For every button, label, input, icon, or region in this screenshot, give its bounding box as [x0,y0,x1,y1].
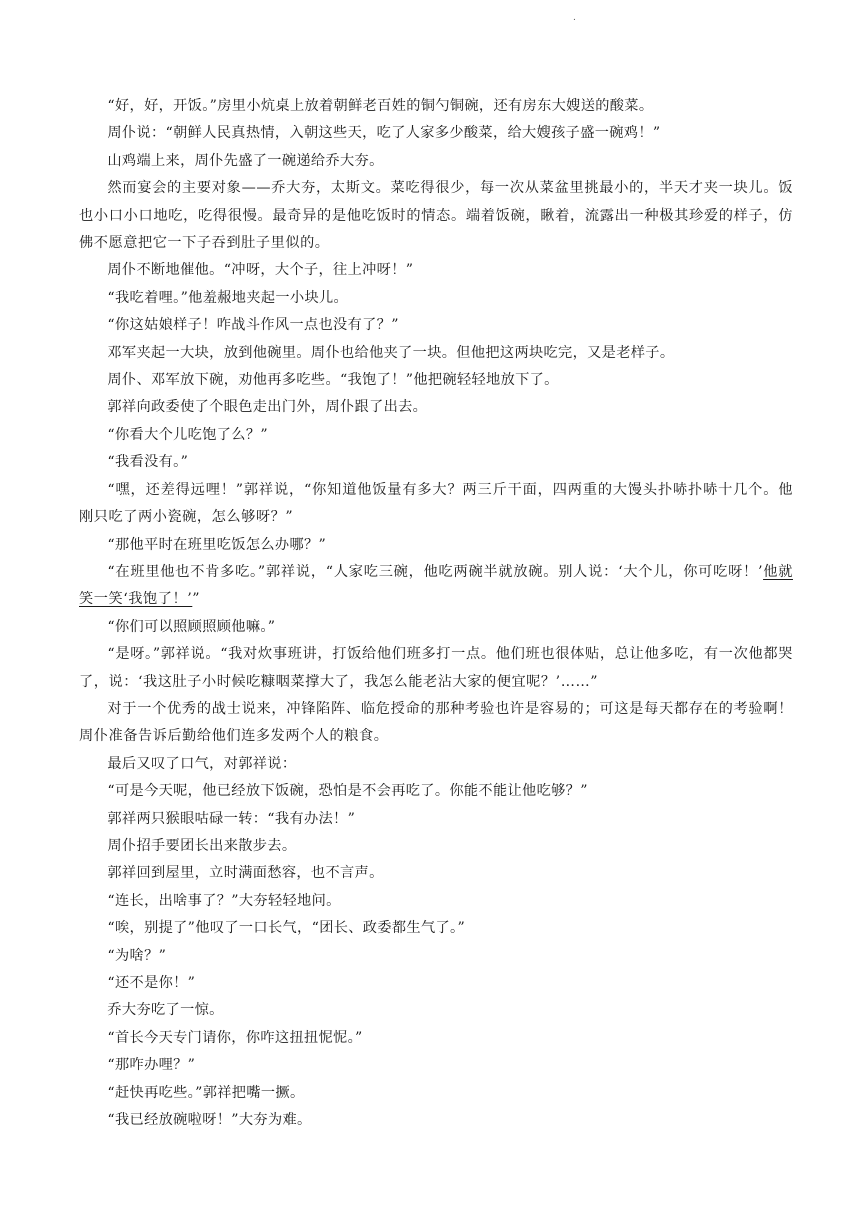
header-mark: . [573,13,576,23]
paragraph: “为啥？” [107,947,167,964]
paragraph: 周仆、邓军放下碗，劝他再多吃些。“我饱了！”他把碗轻轻地放下了。 [107,372,559,389]
paragraph: “我看没有。” [107,454,189,471]
paragraph-text: “在班里他也不肯多吃。”郭祥说，“人家吃三碗，他吃两碗半就放碗。别人说：‘大个儿，你可吃呀！’ [107,563,764,580]
paragraph: “那他平时在班里吃饭怎么办哪？” [107,536,327,553]
paragraph-text: ” [192,591,201,608]
paragraph: 乔大夯吃了一惊。 [107,1002,224,1019]
paragraph: “首长今天专门请你，你咋这扭扭怩怩。” [107,1029,363,1046]
paragraph: 郭祥两只猴眼咕碌一转：“我有办法！” [107,810,356,827]
paragraph: 邓军夹起一大块，放到他碗里。周仆也给他夹了一块。但他把这两块吃完，又是老样子。 [107,344,675,361]
paragraph: “还不是你！” [107,975,196,991]
paragraph: “你看大个儿吃饱了么？” [107,426,268,443]
paragraph: “我吃着哩。”他羞赧地夹起一小块儿。 [107,289,349,306]
paragraph: 山鸡端上来，周仆先盛了一碗递给乔大夯。 [107,152,384,169]
paragraph: “可是今天呢，他已经放下饭碗，恐怕是不会再吃了。你能不能让他吃够？” [107,783,588,800]
paragraph: “是呀。”郭祥说。“我对炊事班讲，打饭给他们班多打一点。他们班也很体贴，总让他多吃，有一次他都哭了，说：‘我这肚子小时候吃糠咽菜撑大了，我怎么能老沾大家的便宜呢？’……” [79,646,793,690]
paragraph: 周仆不断地催他。“冲呀，大个子，往上冲呀！” [107,262,414,279]
body-text [79,93,793,1134]
paragraph: 郭祥回到屋里，立时满面愁容，也不言声。 [107,865,384,882]
paragraph: “唉，别提了”他叹了一口长气，“团长、政委都生气了。” [107,920,466,937]
paragraph: “连长，出啥事了？”大夯轻轻地问。 [107,892,341,909]
paragraph: “我已经放碗啦呀！”大夯为难。 [107,1112,312,1129]
paragraph: 郭祥向政委使了个眼色走出门外，周仆跟了出去。 [107,399,428,416]
paragraph: “那咋办哩？” [107,1057,196,1074]
paragraph: “赶快再吃些。”郭祥把嘴一撅。 [107,1084,305,1101]
paragraph: 最后又叹了口气，对郭祥说： [107,755,297,772]
paragraph: “好，好，开饭。”房里小炕桌上放着朝鲜老百姓的铜勺铜碗，还有房东大嫂送的酸菜。 [107,98,654,114]
paragraph: 然而宴会的主要对象——乔大夯，太斯文。菜吃得很少，每一次从菜盆里挑最小的，半天才夹一块儿。饭也小口小口地吃，吃得很慢。最奇异的是他吃饭时的情态。端着饭碗，瞅着，流露出一种极其珍爱的样子，仿佛不愿意把它一下子吞到肚子里似的。 [79,180,793,252]
paragraph: “你们可以照顾照顾他嘛。” [107,618,276,635]
paragraph: 周仆招手要团长出来散步去。 [107,837,297,854]
paragraph: 对于一个优秀的战士说来，冲锋陷阵、临危授命的那种考验也许是容易的；可这是每天都存在的考验啊！周仆准备告诉后勤给他们连多发两个人的粮食。 [79,700,793,745]
paragraph: “你这姑娘样子！咋战斗作风一点也没有了？” [107,317,399,334]
paragraph: “嘿，还差得远哩！”郭祥说，“你知道他饭量有多大？两三斤干面，四两重的大馒头扑哧扑哧十几个。他刚只吃了两小瓷碗，怎么够呀？” [79,481,793,526]
underlined-text: 他就笑一笑‘我饱了！’ [79,563,793,608]
paragraph-with-underline [79,559,793,614]
paragraph: 周仆说：“朝鲜人民真热情，入朝这些天，吃了人家多少酸菜，给大嫂孩子盛一碗鸡！” [107,125,661,142]
